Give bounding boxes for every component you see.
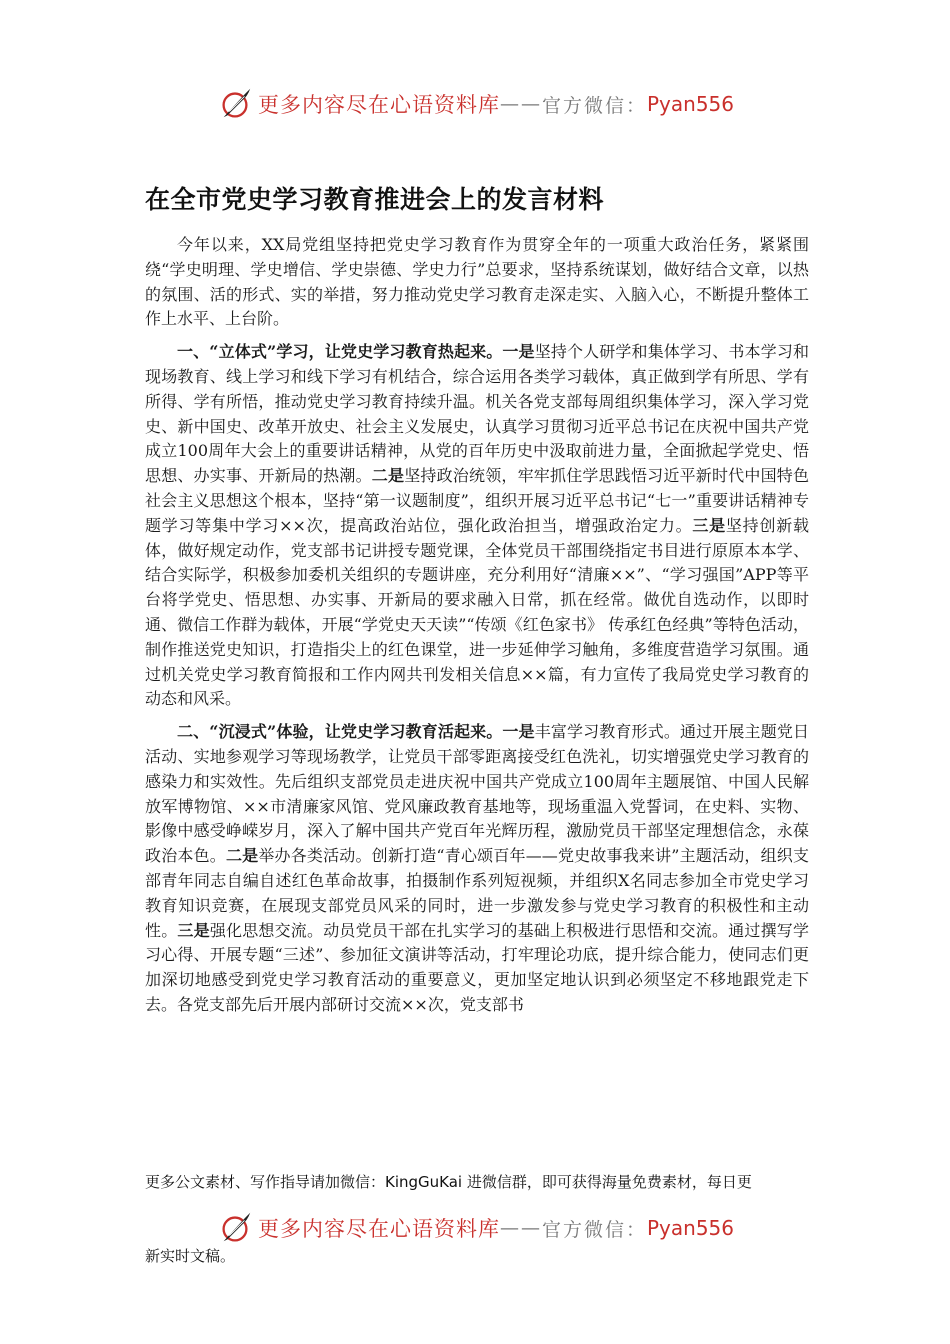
section-2-point-1-text: 丰富学习教育形式。通过开展主题党日活动、实地参观学习等现场教学，让党员干部零距离接受红色洗礼，切实增强党史学习教育的感染力和实效性。先后组织支部党员走进庆祝中国共产党成立100周年主题展馆、中国人民解放军博物馆、××市清廉家风馆、党风廉政教育基地等，现场重温入党誓词，在史料、实物、影像中感受峥嵘岁月，深入了解中国共产党百年光辉历程，激励党员干部坚定理想信念，永葆政治本色。 [145,722,809,866]
watermark-banner-top [0,84,950,124]
watermark-label: 官方微信： [541,1218,647,1241]
footer-promo-line-2: 新实时文稿。 [145,1247,236,1265]
document-title: 在全市党史学习教育推进会上的发言材料 [145,185,605,214]
section-2-point-2-text: 举办各类活动。创新打造“青心颂百年——党史故事我来讲”主题活动，组织支部青年同志自编自述红色革命故事，拍摄制作系列短视频，并组织X名同志参加全市党史学习教育知识竞赛，在展现支部党员风采的同时，进一步激发参与党史学习教育的积极性和主动性。 [145,846,809,940]
watermark-label: 官方微信： [541,94,647,117]
document-body [145,233,809,1026]
section-2-point-1-lead: 一是 [502,722,535,742]
section-2-paragraph [145,720,809,1018]
section-1-point-3-text: 坚持创新载体，做好规定动作，党支部书记讲授专题党课，全体党员干部围绕指定书目进行原原本本学、结合实际学，积极参加委机关组织的专题讲座，充分利用好“清廉××”、“学习强国”APP等平台将学党史、悟思想、办实事、开新局的要求融入日常，抓在经常。做优自选动作，以即时通、微信工作群为载体，开展“学党史天天读”“传颂《红色家书》 传承红色经典”等特色活动，制作推送党史知识，打造指尖上的红色课堂，进一步延伸学习触角，多维度营造学习氛围。通过机关党史学习教育简报和工作内网共刊发相关信息××篇，有力宣传了我局党史学习教育的动态和风采。 [145,515,809,709]
section-1-heading: 一、“立体式”学习，让党史学习教育热起来。 [177,342,503,362]
section-2-point-3-lead: 三是 [177,920,210,940]
section-1-point-1-lead: 一是 [502,342,535,362]
section-2-point-3-text: 强化思想交流。动员党员干部在扎实学习的基础上积极进行思悟和交流。通过撰写学习心得、开展专题“三述”、参加征文演讲等活动，打牢理论功底，提升综合能力，使同志们更加深切地感受到党史学习教育活动的重要意义，更加坚定地认识到必须坚定不移地跟党走下去。各党支部先后开展内部研讨交流××次，党支部书 [145,920,809,1014]
section-1-paragraph [145,340,809,712]
section-1-point-1-text: 坚持个人研学和集体学习、书本学习和现场教育、线上学习和线下学习有机结合，综合运用各类学习载体，真正做到学有所思、学有所得、学有所悟，推动党史学习教育持续升温。机关各党支部每周组织集体学习，深入学习党史、新中国史、改革开放史、社会主义发展史，认真学习贯彻习近平总书记在庆祝中国共产党成立100周年大会上的重要讲话精神，从党的百年历史中汲取前进力量，全面掀起学党史、悟思想、办实事、开新局的热潮。 [145,342,809,486]
watermark-main-text: 更多内容尽在心语资料库 [257,1217,500,1241]
quill-logo-icon [216,85,254,123]
watermark-separator: —— [499,93,542,115]
section-1-point-2-text: 坚持政治统领，牢牢抓住学思践悟习近平新时代中国特色社会主义思想这个根本，坚持“第一议题制度”，组织开展习近平总书记“七一”重要讲话精神专题学习等集中学习××次，提高政治站位，强化政治担当，增强政治定力。 [145,466,809,535]
section-1-point-3-lead: 三是 [692,515,726,535]
watermark-main-text: 更多内容尽在心语资料库 [257,93,500,117]
watermark-wechat-id: Pyan556 [647,92,735,116]
watermark-banner-bottom [0,1208,950,1248]
intro-paragraph: 今年以来，XX局党组坚持把党史学习教育作为贯穿全年的一项重大政治任务，紧紧围绕“学史明理、学史增信、学史崇德、学史力行”总要求，坚持系统谋划，做好结合文章，以热的氛围、活的形式、实的举措，努力推动党史学习教育走深走实、入脑入心，不断提升整体工作上水平、上台阶。 [145,235,809,329]
quill-logo-icon [216,1209,254,1247]
watermark-wechat-id: Pyan556 [647,1216,735,1240]
section-1-point-2-lead: 二是 [371,466,405,486]
watermark-separator: —— [499,1217,542,1239]
section-2-point-2-lead: 二是 [225,846,259,866]
footer-promo-line-1: 更多公文素材、写作指导请加微信：KingGuKai 进微信群，即可获得海量免费素材，每日更 [145,1173,752,1191]
section-2-heading: 二、“沉浸式”体验，让党史学习教育活起来。 [177,722,503,742]
